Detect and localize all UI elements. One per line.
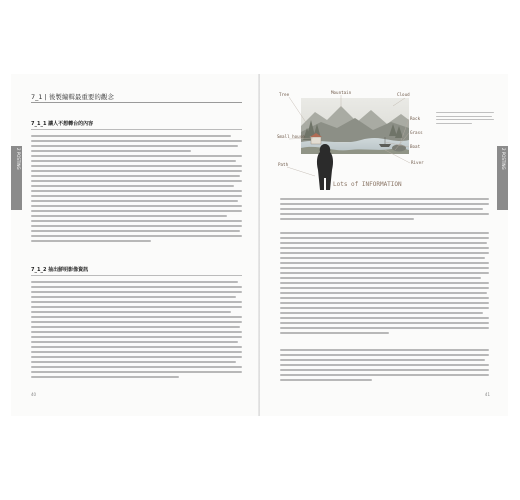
- text-line: [280, 359, 485, 361]
- text-line: [280, 287, 489, 289]
- body-text-block-4: [280, 232, 489, 337]
- chapter-title: 7_1 | 後製編輯最重要的觀念: [31, 93, 114, 101]
- text-line: [31, 316, 242, 318]
- text-line: [280, 262, 489, 264]
- text-line: [31, 235, 242, 237]
- text-line: [280, 374, 489, 376]
- text-line: [31, 296, 236, 298]
- body-text-block-3: [280, 198, 489, 223]
- text-line: [31, 336, 242, 338]
- text-line: [31, 326, 240, 328]
- book-spread: [11, 74, 508, 416]
- text-line: [31, 321, 242, 323]
- text-line: [436, 119, 494, 120]
- illustration-caption: [436, 112, 494, 126]
- text-line: [280, 322, 489, 324]
- text-line: [31, 341, 238, 343]
- text-line: [31, 301, 242, 303]
- text-line: [280, 208, 483, 210]
- section-heading-2: 7_1_2 抽出鮮明影像資訊: [31, 267, 89, 273]
- text-line: [280, 213, 489, 215]
- text-line: [31, 185, 234, 187]
- text-line: [436, 116, 492, 117]
- right-side-tab-label: 2 POSTING: [501, 148, 506, 170]
- text-line: [280, 203, 489, 205]
- text-line: [31, 361, 236, 363]
- text-line: [31, 180, 242, 182]
- text-line: [31, 175, 240, 177]
- text-line: [436, 123, 472, 124]
- illustration-label-cloud: Cloud: [397, 92, 410, 97]
- text-line: [280, 242, 487, 244]
- text-line: [31, 140, 242, 142]
- text-line: [280, 364, 489, 366]
- text-line: [280, 277, 481, 279]
- text-line: [280, 379, 372, 381]
- body-text-block-5: [280, 349, 489, 384]
- chapter-title-rule: [31, 102, 242, 103]
- right-page-number: 41: [484, 392, 490, 397]
- section-rule-1: [31, 129, 242, 130]
- illustration-label-grass: Grass: [410, 130, 423, 135]
- text-line: [280, 247, 489, 249]
- text-line: [31, 190, 242, 192]
- text-line: [280, 257, 485, 259]
- text-line: [31, 205, 242, 207]
- text-line: [31, 195, 242, 197]
- text-line: [31, 210, 242, 212]
- text-line: [280, 354, 489, 356]
- text-line: [280, 302, 489, 304]
- text-line: [280, 237, 489, 239]
- text-line: [31, 200, 238, 202]
- illustration-label-mountain: Mountain: [331, 90, 352, 95]
- text-line: [280, 218, 414, 220]
- right-page: [260, 74, 508, 416]
- text-line: [280, 297, 489, 299]
- text-line: [436, 112, 494, 113]
- text-line: [31, 225, 242, 227]
- section-heading-1: 7_1_1 讓人不想轉台的內容: [31, 121, 94, 127]
- text-line: [280, 232, 489, 234]
- text-line: [31, 351, 242, 353]
- text-line: [31, 165, 242, 167]
- section-rule-2: [31, 275, 242, 276]
- illustration-title: Lots of INFORMATION: [333, 181, 402, 188]
- text-line: [31, 155, 242, 157]
- text-line: [280, 312, 483, 314]
- text-line: [280, 267, 489, 269]
- text-line: [280, 307, 489, 309]
- text-line: [31, 170, 242, 172]
- body-text-block-1: [31, 135, 242, 245]
- text-line: [31, 230, 240, 232]
- illustration-label-rock: Rock: [410, 116, 421, 121]
- text-line: [280, 272, 489, 274]
- text-line: [31, 160, 236, 162]
- text-line: [280, 327, 489, 329]
- text-line: [31, 376, 179, 378]
- text-line: [31, 331, 242, 333]
- text-line: [31, 215, 227, 217]
- text-line: [31, 281, 238, 283]
- left-page: [11, 74, 259, 416]
- text-line: [31, 346, 242, 348]
- illustration-label-tree: Tree: [279, 92, 290, 97]
- text-line: [31, 366, 242, 368]
- text-line: [280, 282, 489, 284]
- text-line: [31, 306, 242, 308]
- text-line: [280, 198, 489, 200]
- illustration-label-small-house: Small house: [277, 134, 305, 139]
- text-line: [280, 332, 389, 334]
- text-line: [31, 311, 231, 313]
- illustration-label-boat: Boat: [410, 144, 421, 149]
- left-page-number: 40: [31, 392, 37, 397]
- text-line: [31, 240, 151, 242]
- text-line: [280, 317, 489, 319]
- text-line: [280, 349, 489, 351]
- text-line: [31, 135, 231, 137]
- text-line: [280, 292, 487, 294]
- landscape-illustration: [275, 84, 435, 190]
- body-text-block-2: [31, 281, 242, 381]
- text-line: [280, 252, 489, 254]
- left-side-tab-label: 2 POSTING: [16, 148, 21, 170]
- text-line: [31, 291, 242, 293]
- text-line: [31, 371, 242, 373]
- text-line: [31, 220, 242, 222]
- illustration-label-path: Path: [278, 162, 289, 167]
- text-line: [31, 150, 191, 152]
- text-line: [31, 286, 242, 288]
- text-line: [280, 369, 489, 371]
- text-line: [31, 145, 238, 147]
- illustration-label-river: River: [411, 160, 424, 165]
- text-line: [31, 356, 242, 358]
